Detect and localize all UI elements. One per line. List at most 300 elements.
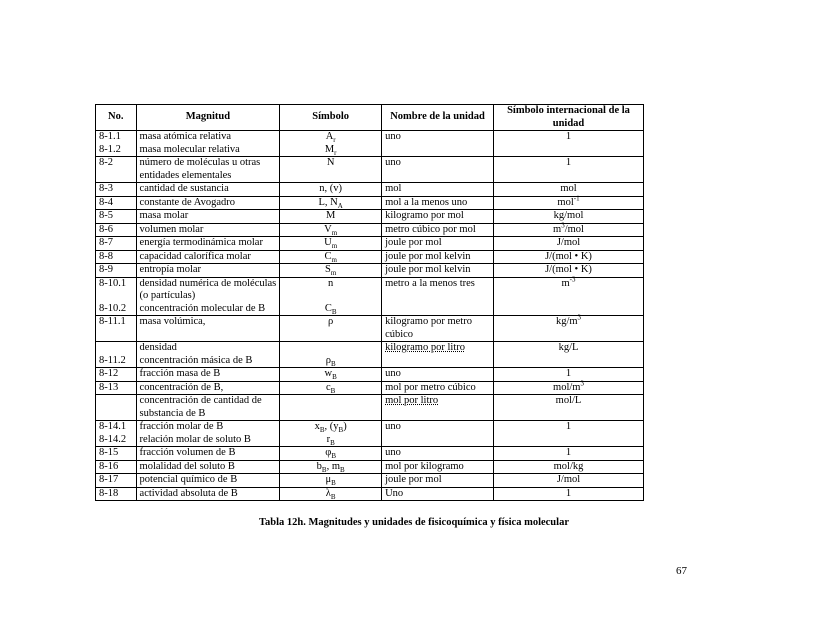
cell-intl-symbol: [494, 223, 644, 237]
table-row: [96, 421, 644, 447]
cell-symbol-segment: C: [324, 250, 332, 262]
cell-symbol-segment: r: [333, 136, 336, 145]
cell-unit-name: [382, 264, 494, 278]
header-simbolo: Símbolo: [280, 105, 382, 131]
cell-symbol: [280, 131, 382, 157]
cell-intl-symbol: [494, 368, 644, 382]
cell-symbol-line: [283, 197, 378, 210]
cell-unit-name: [382, 395, 494, 421]
cell-intl-symbol: [494, 131, 644, 157]
cell-symbol-segment: M: [324, 143, 335, 155]
cell-symbol-segment: w: [324, 368, 333, 379]
cell-intl-symbol: [494, 313, 644, 342]
cell-unit-name-line: metro a la menos tres: [385, 277, 475, 289]
cell-intl-symbol-segment: J/mol: [556, 474, 581, 485]
cell-symbol-line: [283, 488, 378, 501]
cell-symbol: [280, 368, 382, 382]
table-row: [96, 395, 644, 421]
cell-symbol: [280, 460, 382, 474]
cell-magnitude: [136, 277, 280, 316]
cell-unit-name-line: uno: [385, 447, 401, 458]
cell-magnitude-line: concentración molecular de B: [139, 302, 266, 314]
cell-intl-symbol-line: [497, 237, 640, 250]
table-row: [96, 381, 644, 395]
cell-number-line: 8-16: [99, 460, 119, 472]
cell-unit-name: [382, 421, 494, 447]
cell-intl-symbol-line: [497, 221, 640, 237]
cell-unit-name-line: joule por mol kelvin: [385, 250, 471, 262]
cell-symbol-segment: U: [324, 237, 332, 248]
cell-intl-symbol-line: [497, 183, 640, 196]
cell-symbol-segment: r: [326, 433, 331, 445]
cell-symbol-segment: S: [325, 264, 331, 275]
cell-magnitude: [136, 421, 280, 447]
cell-magnitude: [136, 316, 280, 342]
cell-symbol-line: [283, 210, 378, 223]
cell-magnitude: [136, 210, 280, 224]
cell-magnitude-line: cantidad de sustancia: [139, 183, 229, 194]
cell-number-line: 8-9: [99, 264, 113, 275]
cell-magnitude: [136, 395, 280, 421]
cell-magnitude-line: relación molar de soluto B: [139, 433, 251, 445]
cell-intl-symbol-line: [497, 488, 640, 501]
cell-number: [96, 131, 137, 157]
cell-symbol-segment: V: [324, 223, 332, 235]
table-row: [96, 223, 644, 237]
cell-intl-symbol-line: [497, 251, 640, 264]
cell-number: [96, 381, 137, 395]
cell-magnitude-line: substancia de B: [139, 407, 206, 419]
table-row: [96, 342, 644, 368]
cell-intl-symbol-line: [497, 379, 640, 395]
cell-magnitude: [136, 460, 280, 474]
cell-intl-symbol-segment: mol: [557, 196, 574, 208]
cell-magnitude-line: entidades elementales: [139, 169, 232, 181]
cell-symbol-line: [283, 290, 378, 303]
cell-symbol-line: [283, 382, 378, 395]
cell-intl-symbol-segment: -1: [573, 194, 580, 202]
cell-intl-symbol: [494, 157, 644, 183]
cell-number-line: 8-11.2: [99, 354, 126, 366]
cell-number: [96, 196, 137, 210]
cell-symbol: [280, 316, 382, 342]
cell-magnitude: [136, 250, 280, 264]
cell-number: [96, 316, 137, 342]
cell-symbol-line: [283, 447, 378, 460]
cell-symbol: [280, 157, 382, 183]
cell-symbol-segment: m: [330, 269, 337, 278]
cell-symbol-segment: B: [340, 465, 345, 474]
cell-unit-name-line: mol por litro: [385, 395, 439, 406]
cell-unit-name-line: uno: [385, 157, 401, 168]
cell-number-line: 8-14.1: [99, 421, 127, 432]
cell-unit-name: [382, 183, 494, 197]
table-row: [96, 487, 644, 501]
cell-intl-symbol-segment: mol/m: [553, 381, 581, 393]
cell-number-line: [99, 342, 133, 355]
cell-intl-symbol-segment: J/(mol • K): [545, 250, 592, 262]
cell-intl-symbol-segment: 3: [580, 379, 584, 387]
cell-intl-symbol-segment: 3: [577, 313, 582, 322]
cell-magnitude-line: número de moléculas u otras: [139, 157, 261, 168]
cell-magnitude-line: masa atómica relativa: [139, 131, 232, 142]
cell-number: [96, 447, 137, 461]
cell-symbol-line: [283, 316, 378, 329]
cell-unit-name-line: Uno: [385, 487, 404, 499]
cell-intl-symbol-line: [497, 395, 640, 408]
cell-unit-name-line: metro cúbico por mol: [385, 223, 476, 235]
cell-unit-name: [382, 381, 494, 395]
cell-symbol-segment: r: [334, 148, 337, 157]
cell-magnitude-line: densidad numérica de moléculas: [139, 277, 277, 289]
cell-intl-symbol-segment: /mol: [564, 223, 584, 235]
cell-symbol-line: [283, 474, 378, 487]
cell-magnitude-line: actividad absoluta de B: [139, 487, 238, 499]
cell-symbol-segment: N: [326, 157, 335, 168]
cell-intl-symbol-segment: 1: [565, 421, 572, 432]
table-row: [96, 237, 644, 251]
cell-number: [96, 210, 137, 224]
cell-magnitude-line: energía termodinámica molar: [139, 237, 263, 248]
cell-number-line: [99, 395, 133, 408]
cell-intl-symbol: [494, 277, 644, 316]
cell-magnitude: [136, 474, 280, 488]
cell-symbol-line: [283, 355, 378, 368]
cell-symbol-line: [283, 251, 378, 264]
header-no: No.: [96, 105, 137, 131]
page-number: 67: [676, 565, 687, 577]
cell-intl-symbol-line: [497, 313, 640, 329]
cell-unit-name: [382, 316, 494, 342]
cell-intl-symbol-segment: 1: [565, 447, 572, 458]
cell-intl-symbol-line: [497, 210, 640, 223]
cell-magnitude-line: masa molar: [139, 210, 189, 221]
cell-intl-symbol-segment: mol/L: [555, 395, 582, 406]
cell-number: [96, 342, 137, 368]
cell-intl-symbol-line: [497, 264, 640, 277]
cell-symbol-segment: B: [330, 492, 336, 501]
cell-unit-name-line: joule por mol kelvin: [385, 264, 471, 275]
cell-symbol-segment: B: [332, 373, 337, 382]
table-row: [96, 183, 644, 197]
cell-symbol-segment: λ: [325, 487, 331, 499]
cell-symbol: [280, 381, 382, 395]
cell-symbol-line: [283, 237, 378, 250]
cell-symbol-segment: B: [330, 438, 335, 447]
cell-number-line: 8-6: [99, 223, 113, 235]
cell-symbol: [280, 264, 382, 278]
cell-intl-symbol: [494, 196, 644, 210]
cell-intl-symbol-segment: J/(mol • K): [545, 264, 592, 275]
cell-intl-symbol-segment: kg/mol: [553, 210, 584, 221]
cell-symbol-segment: B: [319, 426, 325, 435]
cell-intl-symbol: [494, 395, 644, 421]
table-row: [96, 250, 644, 264]
cell-number-line: 8-4: [99, 196, 113, 208]
cell-symbol-segment: μ: [325, 474, 332, 485]
cell-unit-name: [382, 210, 494, 224]
cell-unit-name-line: mol a la menos uno: [385, 196, 468, 208]
cell-symbol-segment: c: [326, 381, 331, 393]
cell-intl-symbol: [494, 487, 644, 501]
cell-intl-symbol: [494, 210, 644, 224]
cell-intl-symbol-segment: kg/m: [555, 316, 578, 327]
cell-unit-name-line: joule por mol: [385, 474, 442, 485]
cell-unit-name: [382, 277, 494, 316]
cell-symbol-line: [283, 461, 378, 474]
cell-intl-symbol: [494, 250, 644, 264]
cell-intl-symbol-segment: m: [553, 223, 562, 235]
cell-magnitude-line: capacidad calorífica molar: [139, 250, 251, 262]
cell-magnitude-line: fracción molar de B: [139, 421, 224, 432]
cell-number: [96, 223, 137, 237]
cell-number-line: 8-2: [99, 157, 113, 168]
cell-unit-name-line: uno: [385, 421, 401, 432]
cell-magnitude: [136, 487, 280, 501]
cell-number: [96, 368, 137, 382]
cell-intl-symbol-segment: J/mol: [556, 237, 581, 248]
cell-magnitude: [136, 157, 280, 183]
cell-symbol-line: [283, 278, 378, 291]
cell-magnitude: [136, 237, 280, 251]
cell-symbol-segment: n: [328, 277, 334, 289]
cell-intl-symbol-line: [497, 275, 640, 291]
cell-magnitude: [136, 131, 280, 157]
cell-intl-symbol-line: [497, 447, 640, 460]
cell-magnitude-line: constante de Avogadro: [139, 196, 235, 208]
cell-intl-symbol-line: [497, 461, 640, 474]
table-row: [96, 474, 644, 488]
cell-symbol: [280, 277, 382, 316]
cell-number-line: 8-17: [99, 474, 119, 485]
cell-symbol: [280, 210, 382, 224]
table-row: [96, 368, 644, 382]
cell-symbol: [280, 342, 382, 368]
cell-intl-symbol: [494, 381, 644, 395]
cell-unit-name: [382, 131, 494, 157]
cell-unit-name-line: uno: [385, 368, 401, 379]
cell-intl-symbol-segment: mol: [560, 183, 577, 194]
cell-unit-name-line: uno: [385, 131, 401, 142]
header-nombre-unidad: Nombre de la unidad: [382, 105, 494, 131]
cell-unit-name: [382, 460, 494, 474]
cell-intl-symbol-line: [497, 157, 640, 170]
cell-unit-name-line: mol por metro cúbico: [385, 381, 476, 393]
cell-intl-symbol-line: [497, 131, 640, 144]
cell-number-line: 8-18: [99, 487, 119, 499]
cell-intl-symbol-line: [497, 474, 640, 487]
cell-unit-name-line: joule por mol: [385, 237, 442, 248]
cell-unit-name: [382, 368, 494, 382]
cell-number-line: 8-14.2: [99, 433, 127, 445]
cell-number: [96, 395, 137, 421]
cell-magnitude-line: volumen molar: [139, 223, 204, 235]
cell-unit-name-line: kilogramo por litro: [385, 342, 465, 353]
header-magnitud: Magnitud: [136, 105, 280, 131]
cell-magnitude: [136, 368, 280, 382]
cell-symbol-line: [283, 224, 378, 237]
table-header-row: [96, 105, 644, 131]
cell-symbol: [280, 395, 382, 421]
cell-symbol-segment: A: [337, 201, 343, 210]
cell-intl-symbol-line: [497, 194, 640, 210]
cell-intl-symbol-segment: m: [561, 277, 570, 289]
table-row: [96, 277, 644, 316]
cell-symbol-segment: A: [325, 131, 334, 142]
cell-intl-symbol: [494, 474, 644, 488]
cell-intl-symbol: [494, 264, 644, 278]
cell-symbol-segment: ρ: [328, 316, 334, 327]
table-row: [96, 264, 644, 278]
table-row: [96, 157, 644, 183]
cell-number: [96, 264, 137, 278]
cell-unit-name-line: kilogramo por metro: [385, 316, 472, 327]
cell-intl-symbol-segment: mol/kg: [553, 460, 584, 472]
cell-symbol: [280, 196, 382, 210]
cell-symbol-segment: B: [338, 426, 344, 435]
cell-symbol: [280, 487, 382, 501]
cell-magnitude-line: densidad: [139, 342, 177, 353]
cell-symbol-line: [283, 303, 378, 316]
cell-magnitude-line: molalidad del soluto B: [139, 460, 235, 472]
cell-magnitude: [136, 342, 280, 368]
table-body: [96, 131, 644, 501]
cell-number-line: 8-12: [99, 368, 119, 379]
cell-symbol-segment: B: [321, 465, 327, 474]
cell-unit-name: [382, 474, 494, 488]
cell-magnitude-line: masa volúmica,: [139, 316, 206, 327]
cell-number-line: 8-15: [99, 447, 119, 458]
cell-unit-name-line: mol por kilogramo: [385, 460, 464, 472]
cell-magnitude-line: concentración de cantidad de: [139, 395, 262, 406]
cell-unit-name: [382, 157, 494, 183]
cell-unit-name: [382, 342, 494, 368]
cell-intl-symbol: [494, 447, 644, 461]
cell-number-line: 8-8: [99, 250, 113, 262]
cell-symbol-segment: b: [316, 460, 322, 472]
cell-symbol-line: [283, 421, 378, 434]
cell-symbol-line: [283, 131, 378, 144]
cell-number-line: 8-3: [99, 183, 113, 194]
cell-magnitude-line: concentración másica de B: [139, 354, 253, 366]
cell-unit-name-line: kilogramo por mol: [385, 210, 464, 221]
cell-intl-symbol: [494, 342, 644, 368]
cell-symbol-segment: M: [326, 210, 336, 221]
cell-symbol-line: [283, 434, 378, 447]
cell-symbol-segment: B: [331, 479, 336, 488]
table-row: [96, 447, 644, 461]
cell-number: [96, 460, 137, 474]
cell-symbol: [280, 447, 382, 461]
cell-symbol-segment: B: [331, 307, 337, 316]
table-row: [96, 196, 644, 210]
cell-symbol-segment: m: [331, 228, 338, 237]
cell-symbol-segment: , m: [326, 460, 340, 472]
cell-magnitude: [136, 381, 280, 395]
cell-symbol-segment: n, (v): [319, 183, 343, 194]
cell-symbol-line: [283, 157, 378, 170]
cell-number-line: [99, 290, 133, 303]
cell-symbol-segment: φ: [325, 447, 332, 458]
cell-symbol-segment: ρ: [325, 354, 331, 366]
cell-unit-name: [382, 447, 494, 461]
cell-symbol-line: [283, 395, 378, 408]
cell-number-line: 8-7: [99, 237, 113, 248]
cell-symbol-line: [283, 183, 378, 196]
header-simbolo-internacional: Símbolo internacional de la unidad: [494, 105, 644, 131]
cell-magnitude: [136, 196, 280, 210]
cell-number: [96, 250, 137, 264]
cell-symbol-line: [283, 144, 378, 157]
cell-magnitude-line: (o partículas): [139, 290, 196, 301]
cell-number-line: 8-1.2: [99, 143, 121, 155]
cell-magnitude-line: concentración de B,: [139, 381, 224, 393]
cell-intl-symbol-line: [497, 368, 640, 381]
cell-symbol: [280, 250, 382, 264]
cell-symbol-segment: x: [314, 421, 320, 432]
cell-symbol: [280, 223, 382, 237]
cell-intl-symbol-segment: 1: [565, 368, 572, 379]
cell-number-line: 8-10.1: [99, 277, 127, 289]
cell-intl-symbol: [494, 183, 644, 197]
cell-number: [96, 474, 137, 488]
cell-magnitude-line: potencial químico de B: [139, 474, 238, 485]
cell-symbol-segment: m: [331, 242, 338, 251]
table-row: [96, 316, 644, 342]
cell-intl-symbol-segment: kg/L: [558, 342, 579, 353]
cell-intl-symbol-segment: 1: [565, 157, 572, 168]
cell-number-line: 8-13: [99, 381, 119, 393]
cell-symbol-segment: B: [330, 386, 336, 395]
cell-symbol-line: [283, 342, 378, 355]
cell-symbol-segment: B: [330, 359, 336, 368]
table-row: [96, 460, 644, 474]
cell-symbol-segment: ): [343, 421, 347, 432]
cell-symbol-segment: B: [331, 452, 337, 461]
cell-number: [96, 487, 137, 501]
cell-unit-name: [382, 223, 494, 237]
cell-symbol: [280, 474, 382, 488]
cell-magnitude: [136, 447, 280, 461]
cell-intl-symbol-segment: 1: [565, 131, 572, 142]
cell-magnitude-line: masa molecular relativa: [139, 143, 240, 155]
cell-intl-symbol: [494, 460, 644, 474]
cell-unit-name-line: cúbico: [385, 328, 414, 340]
table-row: [96, 131, 644, 157]
cell-magnitude-line: fracción masa de B: [139, 368, 221, 379]
cell-intl-symbol: [494, 237, 644, 251]
cell-intl-symbol: [494, 421, 644, 447]
cell-unit-name: [382, 487, 494, 501]
cell-number-line: 8-1.1: [99, 131, 121, 142]
cell-symbol: [280, 237, 382, 251]
cell-magnitude-line: fracción volumen de B: [139, 447, 236, 458]
cell-number: [96, 183, 137, 197]
cell-intl-symbol-segment: 3: [561, 221, 565, 229]
cell-number: [96, 237, 137, 251]
cell-symbol: [280, 183, 382, 197]
cell-magnitude: [136, 223, 280, 237]
cell-symbol-line: [283, 368, 378, 381]
cell-unit-name-line: mol: [385, 183, 402, 194]
cell-magnitude: [136, 264, 280, 278]
cell-number: [96, 157, 137, 183]
cell-symbol: [280, 421, 382, 447]
cell-intl-symbol-segment: 1: [565, 487, 572, 499]
cell-symbol-line: [283, 264, 378, 277]
cell-number-line: 8-5: [99, 210, 113, 221]
quantities-table: [95, 104, 644, 501]
